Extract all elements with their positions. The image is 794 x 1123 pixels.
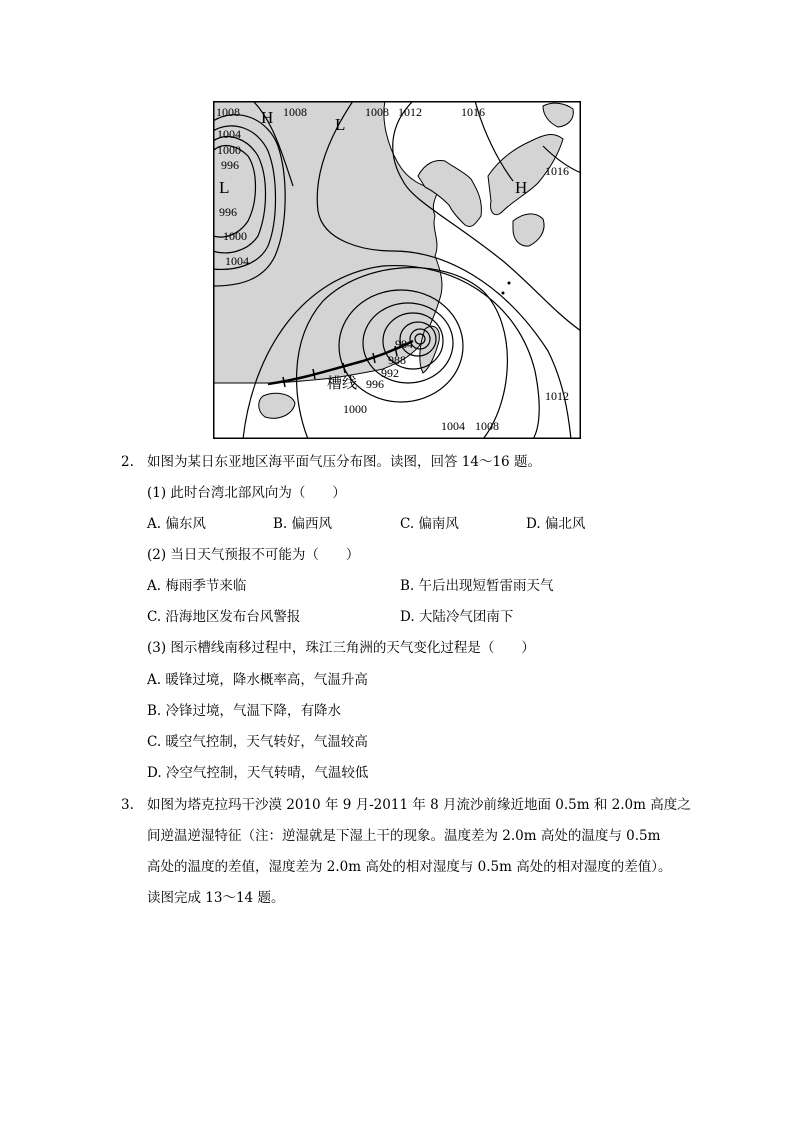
isobar-label: 1012 (545, 389, 569, 403)
option-1a: A. 偏东风 (147, 516, 206, 532)
sub-question-3-stem: (3) 图示槽线南移过程中，珠江三角洲的天气变化过程是（ ） (147, 640, 535, 656)
option-2d: D. 大陆冷气团南下 (400, 609, 514, 625)
kyushu-land (513, 214, 544, 246)
option-2b: B. 午后出现短暂雷雨天气 (400, 578, 554, 594)
option-3c: C. 暖空气控制，天气转好，气温较高 (147, 734, 368, 750)
question-3-line-4: 读图完成 13～14 题。 (147, 890, 285, 906)
isobar-label: 1004 (217, 127, 241, 141)
isobar-label: 992 (381, 366, 399, 380)
high-pressure-right: H (515, 178, 528, 197)
hokkaido-land (543, 103, 573, 127)
low-pressure-left: L (219, 178, 230, 197)
isobar-label: 1000 (223, 229, 247, 243)
isobar-label: 1008 (283, 105, 307, 119)
isobar-label: 1000 (217, 143, 241, 157)
isobar-label: 996 (221, 158, 239, 172)
option-3d: D. 冷空气控制，天气转晴，气温较低 (147, 765, 369, 781)
option-3a: A. 暖锋过境，降水概率高，气温升高 (147, 672, 368, 688)
isobar-label: 1008 (365, 105, 389, 119)
option-1c: C. 偏南风 (400, 516, 459, 532)
low-pressure-top: L (335, 115, 346, 134)
question-3-line-3: 高处的温度的差值，湿度差为 2.0m 高处的相对湿度与 0.5m 高处的相对湿度的差值）。 (147, 859, 672, 875)
question-3-number: 3. (121, 797, 134, 813)
question-2-stem: 如图为某日东亚地区海平面气压分布图。读图，回答 14～16 题。 (147, 454, 541, 470)
sub-question-1-stem: (1) 此时台湾北部风向为（ ） (147, 485, 346, 501)
option-3b: B. 冷锋过境，气温下降，有降水 (147, 703, 342, 719)
option-2c: C. 沿海地区发布台风警报 (147, 609, 301, 625)
pressure-map (213, 101, 581, 439)
isobar-label: 1008 (216, 105, 240, 119)
question-2-number: 2. (121, 454, 134, 470)
isobar-label: 996 (219, 205, 237, 219)
option-1d: D. 偏北风 (526, 516, 586, 532)
high-pressure-left: H (261, 108, 274, 127)
question-3-line-1: 如图为塔克拉玛干沙漠 2010 年 9 月-2011 年 8 月流沙前缘近地面 0.5m 和 2.0m 高度之 (147, 797, 691, 813)
isobar-label: 1012 (398, 105, 422, 119)
option-1b: B. 偏西风 (273, 516, 333, 532)
pressure-map-svg (213, 101, 581, 439)
isobar-label: 1016 (545, 164, 569, 178)
isobar-label: 1008 (475, 419, 499, 433)
isobar-label: 1004 (225, 254, 249, 268)
isobar-label: 1016 (461, 105, 485, 119)
hainan-land (259, 393, 295, 418)
trough-line-label: 槽线 (327, 374, 358, 392)
isobar-label: 988 (388, 353, 406, 367)
isobar-label: 1004 (441, 419, 465, 433)
isobar-label: 996 (366, 377, 384, 391)
question-3-line-2: 间逆温逆湿特征（注：逆湿就是下湿上干的现象。温度差为 2.0m 高处的温度与 0.5m (147, 828, 661, 844)
isobar-label: 1000 (343, 402, 367, 416)
isobar-label: 984 (395, 337, 413, 351)
option-2a: A. 梅雨季节来临 (147, 578, 247, 594)
sub-question-2-stem: (2) 当日天气预报不可能为（ ） (147, 547, 360, 563)
